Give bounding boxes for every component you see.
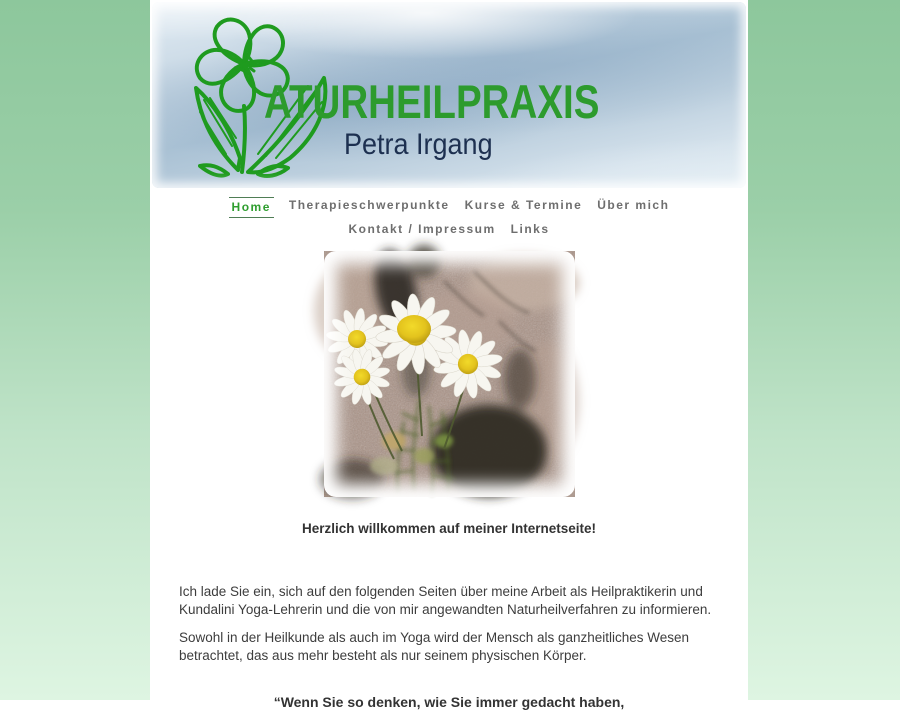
brand-subtitle: Petra Irgang: [344, 128, 493, 161]
nav-item-ueber-mich[interactable]: Über mich: [597, 198, 670, 212]
intro-text-block: [179, 583, 719, 665]
content-column: [150, 0, 748, 710]
nav-row-2: [150, 221, 748, 237]
nav-item-home[interactable]: Home: [229, 197, 274, 218]
chamomile-photo: [324, 251, 575, 497]
brand-title: ATURHEILPRAXIS: [264, 75, 600, 128]
main-navigation: [150, 197, 748, 237]
intro-paragraph-1: Ich lade Sie ein, sich auf den folgenden Seiten über meine Arbeit als Heilpraktikerin und Kundalini Yoga-Lehrerin und die von mir angewandten Naturheilverfahren zu informieren.: [179, 584, 712, 617]
photo-container: [150, 251, 748, 497]
nav-item-therapieschwerpunkte[interactable]: Therapieschwerpunkte: [288, 198, 450, 212]
header-banner: [152, 2, 746, 188]
nav-row-1: [150, 197, 748, 218]
nav-item-kurse-termine[interactable]: Kurse & Termine: [464, 198, 583, 212]
quote-line: “Wenn Sie so denken, wie Sie immer gedacht haben,: [273, 694, 625, 710]
nav-item-links[interactable]: Links: [510, 222, 550, 236]
nav-item-kontakt-impressum[interactable]: Kontakt / Impressum: [348, 222, 496, 236]
intro-paragraph-2: Sowohl in der Heilkunde als auch im Yoga wird der Mensch als ganzheitliches Wesen betrachtet, das aus mehr besteht als nur seinem physischen Körper.: [179, 630, 690, 663]
welcome-heading: Herzlich willkommen auf meiner Internetseite!: [301, 521, 597, 536]
